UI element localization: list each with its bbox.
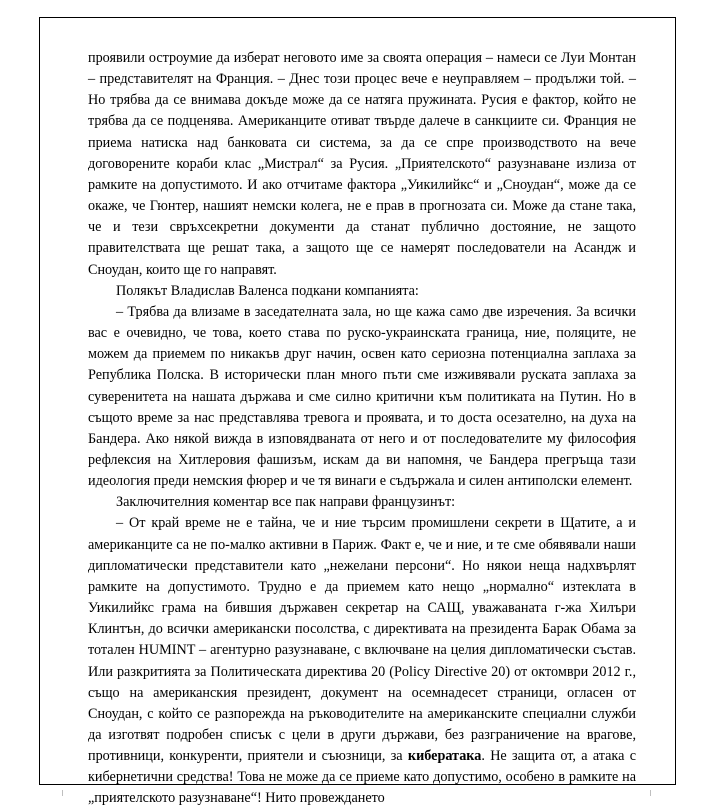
paragraph-5 [88, 513, 636, 809]
bold-term: кибератака [407, 748, 482, 765]
crop-mark-left [62, 790, 66, 796]
text-segment: – Трябва да влизаме в заседателната зала, но ще кажа само две изречения. За всички вас е очевидно, че това, което става по руско-украинската граница, ние, поляците, не можем да приемем по никакъв друг начин, освен като сериозна потенциална заплаха за Република Полска. В исторически план много пъти сме изживявали руската заплаха за суверенитета на нашата държава и сме силно критични към политиката на Путин. Но в същото време за нас представлява тревога и проявата, и то доста осезателно, на духа на Бандера. Ако някой вижда в изповядваната от него и от последователите му философия рефлексия на Хитлеровия фашизъм, искам да ви напомня, че Бандера прегръща тази идеология преди немския фюрер и че тя винаги е съдържала и силен антиполски елемент. [88, 303, 636, 490]
text-segment: . Не защита от, а атака с кибернетични средства! Това не може да се приеме като допустимо, особено в рамките на „приятелското разузнаване“! Нито провеждането [88, 748, 636, 807]
text-segment: Полякът Владислав Валенса подкани компанията: [116, 282, 419, 299]
text-segment: Заключителния коментар все пак направи французинът: [116, 494, 456, 511]
text-segment: проявили остроумие да изберат неговото име за своята операция – намеси се Луи Монтан – представителят на Франция. – Днес този процес вече е неуправляем – продължи той. – Но трябва да се внимава докъде може да се натяга пружината. Русия е фактор, който не трябва да се подценява. Американците отиват твърде далече в санкциите си. Франция не приема натиска над банковата си система, за да се спре производството на вече договорените кораби клас „Мистрал“ за Русия. „Приятелското“ разузнаване излиза от рамките на допустимото. И ако отчитаме фактора „Уикилийкс“ и „Сноудан“, може да се окаже, че Гюнтер, нашият немски колега, не е прав в прогнозата си. Може да стане така, че и тези свръхсекретни документи да станат публично достояние, не защото правителствата ще решат така, а защото ще се намерят последователи на Асандж и Сноудан, които ще го направят. [88, 50, 636, 278]
crop-mark-right [650, 790, 654, 796]
paragraph-3 [88, 302, 636, 492]
paragraph-1 [88, 48, 636, 281]
paragraph-2 [88, 281, 636, 302]
paragraph-4 [88, 492, 636, 513]
document-body [88, 48, 636, 810]
text-segment: – От край време не е тайна, че и ние търсим промишлени секрети в Щатите, а и американците са не по-малко активни в Париж. Факт е, че и ние, и те сме обявявали наши дипломатически представители като „нежелани персони“. Но някои неща надхвърлят рамките на допустимото. Трудно е да приемем като нещо „нормално“ изтеклата в Уикилийкс грама на бившия държавен секретар на САЩ, уважаваната г-жа Хилъри Клинтън, до всички американски посолства, с директивата на президента Барак Обама за тотален HUMINT – агентурно разузнаване, с включване на целия дипломатически състав. Или разкритията за Политическата директива 20 (Policy Directive 20) от октомври 2012 г., също на американския президент, документ на осемнадесет страници, огласен от Сноудан, с който се разпорежда на ръководителите на американските специални служби да изготвят подробен списък с цели в други държави, без разграничение на врагове, противници, конкуренти, приятели и съюзници, за [88, 515, 636, 765]
